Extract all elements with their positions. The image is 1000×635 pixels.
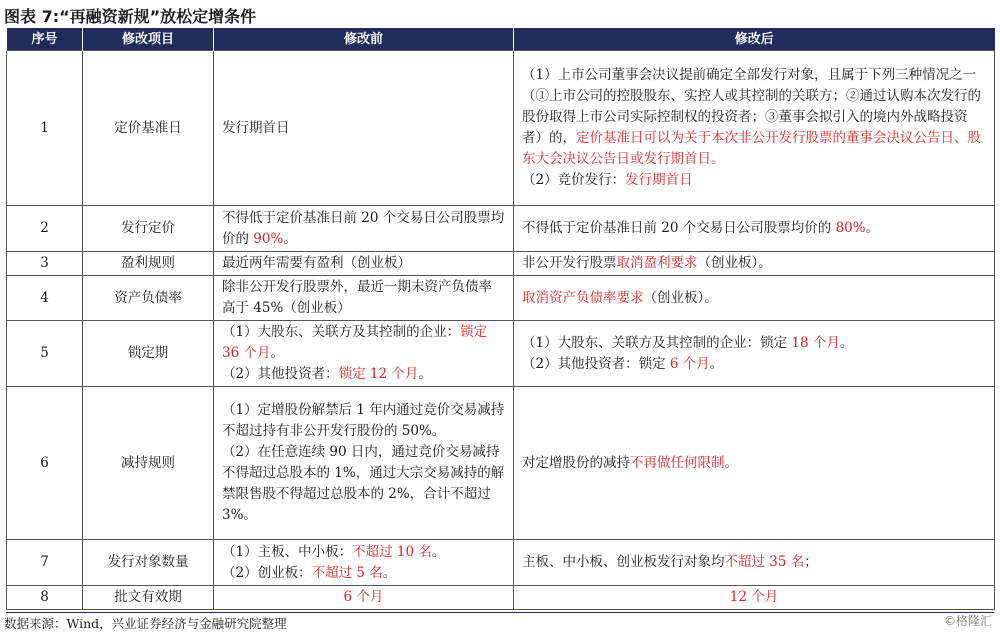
table-row: [7, 387, 995, 540]
highlight-text: 锁定 36 个月: [222, 324, 488, 361]
cell-text: 。: [724, 454, 738, 471]
cell-text: 除非公开发行股票外，最近一期末资产负债率高于 45%（创业板）: [222, 279, 492, 316]
cell-after: [514, 206, 995, 252]
row-item: 发行定价: [83, 206, 214, 252]
cell-text: （1）大股东、关联方及其控制的企业：锁定: [522, 334, 792, 351]
cell-text: 。: [839, 334, 854, 351]
cell-after: [514, 51, 995, 206]
highlight-text: 不再做任何限制: [630, 454, 725, 471]
cell-text: 。: [709, 355, 724, 372]
cell-text: 。: [431, 543, 446, 560]
table-row: [7, 321, 995, 387]
highlight-text: 发行期首日: [625, 172, 693, 188]
row-item: 盈利规则: [83, 252, 214, 276]
cell-text: 不得低于定价基准日前 20 个交易日公司股票均价的: [222, 209, 505, 247]
highlight-text: 12 个月: [729, 589, 779, 605]
row-item: 资产负债率: [83, 276, 214, 321]
highlight-text: 锁定 12 个月: [338, 366, 419, 382]
cell-text: （2）其他投资者：: [222, 366, 339, 382]
cell-text: 主板、中小板、创业板发行对象均: [522, 554, 725, 570]
highlight-text: 80%: [835, 220, 866, 236]
row-item: 减持规则: [83, 387, 214, 540]
cell-text: （2）竞价发行：: [522, 172, 626, 188]
cell-after: [514, 540, 995, 586]
source-note: 数据来源：Wind，兴业证券经济与金融研究院整理: [4, 616, 287, 631]
watermark: ©格隆汇: [943, 614, 992, 628]
row-number: 8: [7, 586, 83, 610]
cell-text: （1）上市公司董事会决议提前确定全部发行对象，且属于下列三种情况之一（①上市公司的控股股东、实控人或其控制的关联方；②通过认购本次发行的股份取得上市公司实际控制权的投资者；③董事会拟引入的境内外战略投资者）的，: [522, 67, 981, 146]
row-item: 定价基准日: [83, 51, 214, 206]
cell-before: [214, 321, 514, 387]
table-row: [7, 51, 995, 206]
cell-before: [214, 586, 514, 610]
cell-after: [514, 586, 995, 610]
header-before: 修改前: [214, 28, 514, 51]
cell-before: [214, 206, 514, 252]
cell-text: ；: [804, 554, 818, 570]
cell-before: [214, 276, 514, 321]
table-row: [7, 276, 995, 321]
row-number: 3: [7, 252, 83, 276]
cell-text: 。: [283, 230, 297, 247]
header-after: 修改后: [514, 28, 995, 51]
row-number: 7: [7, 540, 83, 586]
cell-text: 发行期首日: [222, 119, 290, 136]
highlight-text: 不超过 5 名: [311, 564, 383, 581]
highlight-text: 6 个月: [343, 589, 384, 605]
row-item: 锁定期: [83, 321, 214, 387]
bottom-rule: [6, 612, 994, 613]
header-no: 序号: [7, 28, 83, 51]
cell-after: [514, 387, 995, 540]
table-row: [7, 586, 995, 610]
cell-text: （2）创业板：: [222, 564, 312, 581]
cell-before: [214, 51, 514, 206]
cell-text: 最近两年需要有盈利（创业板）: [222, 255, 411, 271]
row-number: 6: [7, 387, 83, 540]
cell-text: （创业板）。: [643, 289, 718, 306]
cell-before: [214, 540, 514, 586]
highlight-text: 定价基准日可以为关于本次非公开发行股票的董事会决议公告日、股东大会决议公告日或发行期首日。: [522, 130, 981, 167]
cell-text: 非公开发行股票: [522, 255, 617, 271]
table-row: [7, 540, 995, 586]
cell-text: （1）定增股份解禁后 1 年内通过竞价交易减持不超过持有非公开发行股份的 50%。: [222, 402, 505, 439]
row-item: 批文有效期: [83, 586, 214, 610]
highlight-text: 取消盈利要求: [616, 255, 698, 271]
row-number: 2: [7, 206, 83, 252]
cell-text: 。: [865, 220, 880, 236]
cell-text: （2）在任意连续 90 日内，通过竞价交易减持不得超过总股本的 1%，通过大宗交易减持的解禁限售股不得超过总股本的 2%，合计不超过 3%。: [222, 444, 505, 523]
highlight-text: 取消资产负债率要求: [522, 289, 644, 306]
highlight-text: 18 个月: [791, 334, 840, 351]
cell-text: 对定增股份的减持: [522, 454, 630, 471]
highlight-text: 不超过 35 名: [724, 554, 805, 570]
row-item: 发行对象数量: [83, 540, 214, 586]
row-number: 5: [7, 321, 83, 387]
table-header-row: [7, 28, 995, 51]
cell-before: [214, 252, 514, 276]
row-number: 1: [7, 51, 83, 206]
cell-after: [514, 276, 995, 321]
row-number: 4: [7, 276, 83, 321]
cell-text: 。: [382, 564, 397, 581]
table-row: [7, 206, 995, 252]
cell-text: 。: [270, 345, 284, 361]
highlight-text: 6 个月: [669, 355, 710, 372]
figure-title: 图表 7:“再融资新规”放松定增条件: [4, 7, 257, 26]
cell-before: [214, 387, 514, 540]
table-row: [7, 252, 995, 276]
cell-text: 。: [418, 366, 432, 382]
cell-text: （1）大股东、关联方及其控制的企业：: [222, 324, 461, 340]
cell-after: [514, 321, 995, 387]
cell-text: （创业板）。: [697, 255, 772, 271]
cell-text: （1）主板、中小板：: [222, 543, 353, 560]
highlight-text: 不超过 10 名: [352, 543, 432, 560]
cell-text: （2）其他投资者：锁定: [522, 355, 670, 372]
comparison-table: [6, 28, 995, 610]
cell-after: [514, 252, 995, 276]
highlight-text: 90%: [253, 230, 284, 247]
header-item: 修改项目: [83, 28, 214, 51]
cell-text: 不得低于定价基准日前 20 个交易日公司股票均价的: [522, 220, 836, 236]
